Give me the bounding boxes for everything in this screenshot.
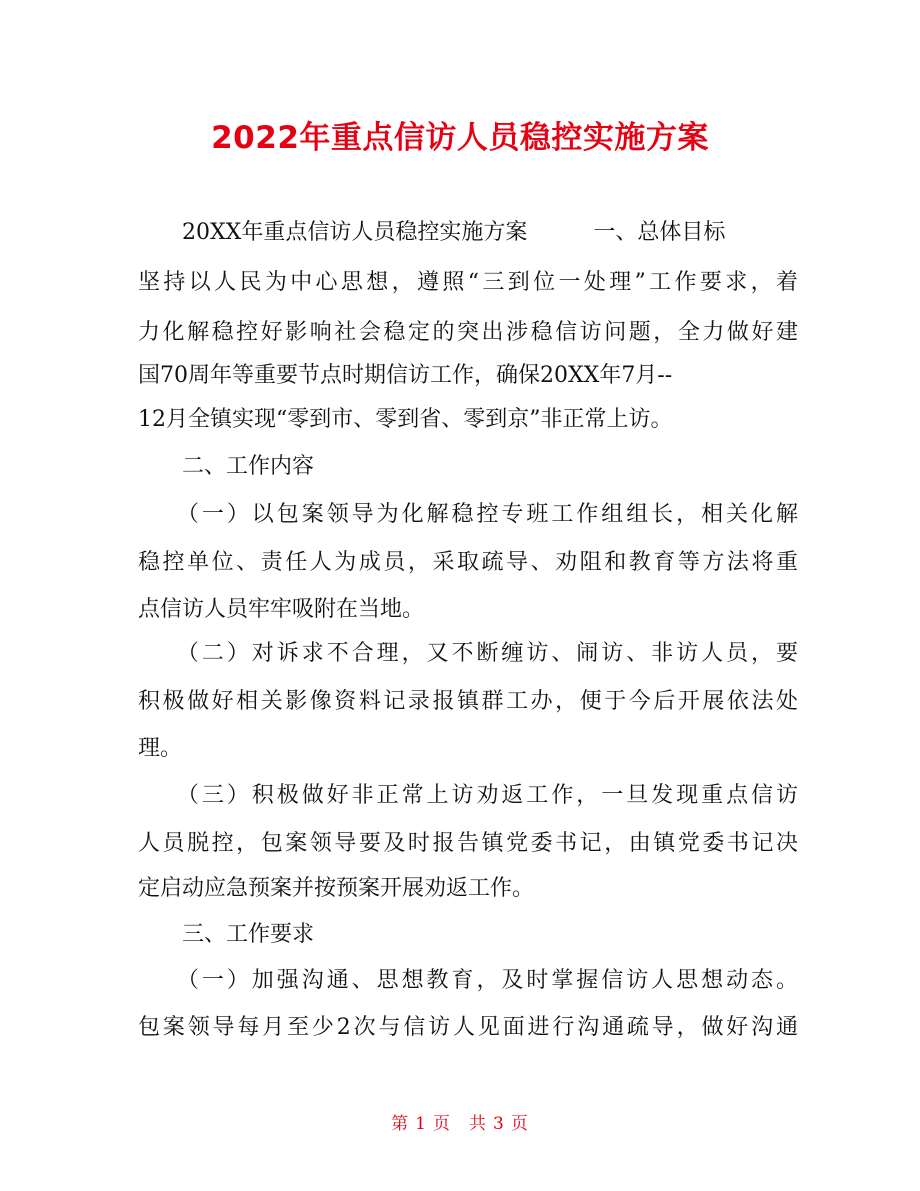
paragraph-line: （一）以包案领导为化解稳控专班工作组组长，相关化解 [138, 502, 798, 527]
paragraph-line: 理。 [138, 736, 183, 761]
paragraph-line: （一）加强沟通、思想教育，及时掌握信访人思想动态。 [138, 968, 798, 993]
paragraph-line: 积极做好相关影像资料记录报镇群工办，便于今后开展依法处 [138, 689, 798, 714]
footer-middle: 页 共 [433, 1114, 487, 1134]
section-heading: 三、工作要求 [138, 922, 315, 947]
paragraph-line: 12月全镇实现“零到市、零到省、零到京”非正常上访。 [138, 407, 673, 432]
paragraph-line: 坚持以人民为中心思想，遵照“三到位一处理”工作要求，着 [138, 270, 798, 295]
document-title: 2022年重点信访人员稳控实施方案 [211, 120, 709, 156]
paragraph-line: 稳控单位、责任人为成员，采取疏导、劝阻和教育等方法将重 [138, 550, 798, 575]
paragraph-line: 包案领导每月至少2次与信访人见面进行沟通疏导，做好沟通 [138, 1015, 798, 1040]
current-page-number: 1 [415, 1114, 427, 1134]
paragraph-line: 点信访人员牢牢吸附在当地。 [138, 597, 425, 622]
footer-suffix: 页 [510, 1114, 529, 1134]
paragraph-line: （二）对诉求不合理，又不断缠访、闹访、非访人员，要 [138, 641, 798, 666]
total-page-count: 3 [493, 1114, 505, 1134]
paragraph-line: 力化解稳控好影响社会稳定的突出涉稳信访问题，全力做好建 [138, 320, 798, 345]
paragraph-line: 定启动应急预案并按预案开展劝返工作。 [138, 876, 535, 901]
paragraph-line: 人员脱控，包案领导要及时报告镇党委书记，由镇党委书记决 [138, 831, 798, 856]
paragraph-line: 国70周年等重要节点时期信访工作，确保20XX年7月-- [138, 363, 673, 388]
paragraph-line: 20XX年重点信访人员稳控实施方案 一、总体目标 [138, 220, 726, 245]
footer-prefix: 第 [391, 1114, 410, 1134]
paragraph-line: （三）积极做好非正常上访劝返工作，一旦发现重点信访 [138, 783, 798, 808]
section-heading: 二、工作内容 [138, 454, 315, 479]
page-footer [0, 1110, 920, 1138]
